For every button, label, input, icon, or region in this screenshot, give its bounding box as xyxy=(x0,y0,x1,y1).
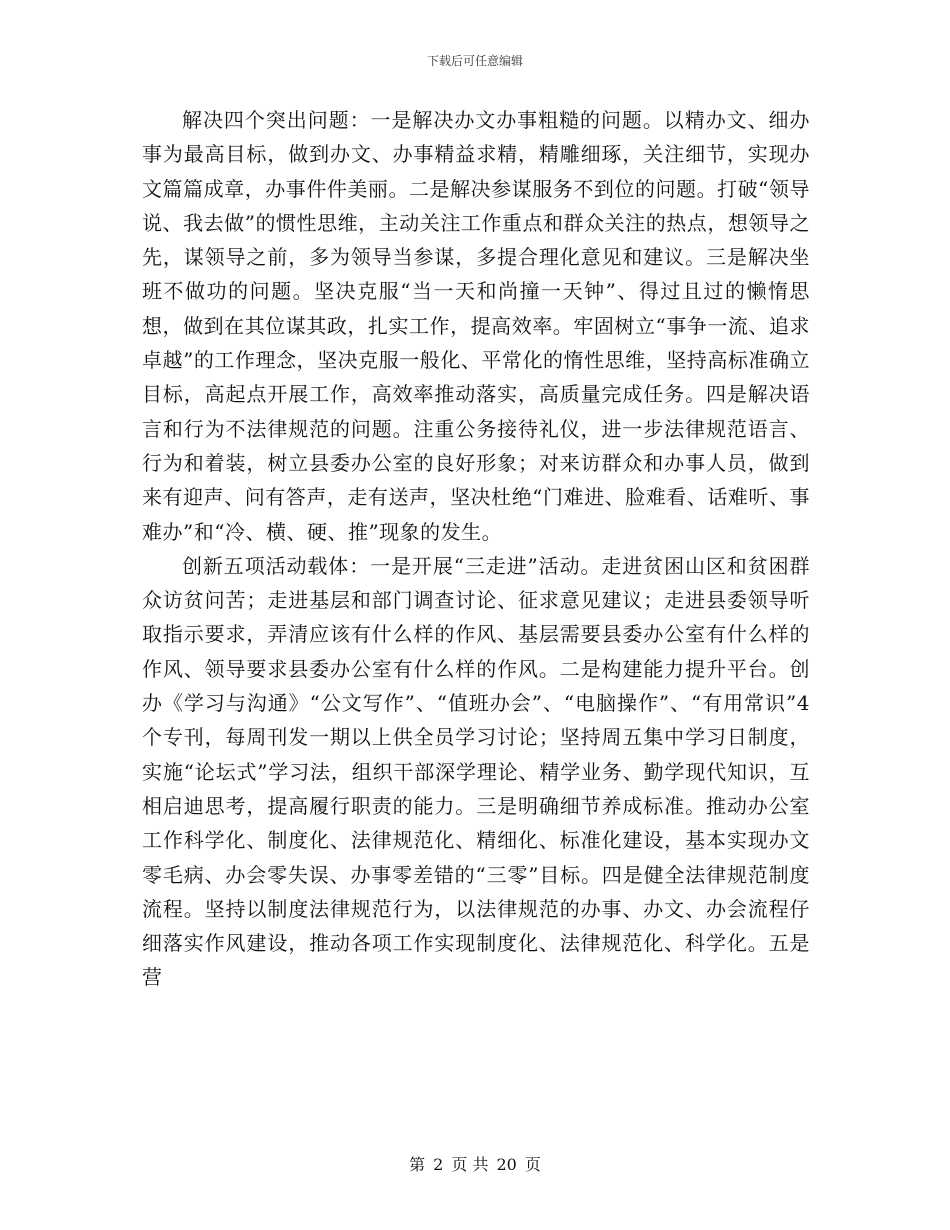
footer-prefix: 第 xyxy=(409,1155,426,1174)
footer-suffix: 页 xyxy=(524,1155,541,1174)
page-number: 2 xyxy=(433,1155,444,1174)
document-body xyxy=(142,103,810,995)
paragraph-four-problems: 解决四个突出问题：一是解决办文办事粗糙的问题。以精办文、细办事为最高目标，做到办文、办事精益求精，精雕细琢，关注细节，实现办文篇篇成章，办事件件美丽。二是解决参谋服务不到位的问题。打破“领导说、我去做”的惯性思维，主动关注工作重点和群众关注的热点，想领导之先，谋领导之前，多为领导当参谋，多提合理化意见和建议。三是解决坐班不做功的问题。坚决克服“当一天和尚撞一天钟”、得过且过的懒惰思想，做到在其位谋其政，扎实工作，提高效率。牢固树立“事争一流、追求卓越”的工作理念，坚决克服一般化、平常化的惰性思维，坚持高标准确立目标，高起点开展工作，高效率推动落实，高质量完成任务。四是解决语言和行为不法律规范的问题。注重公务接待礼仪，进一步法律规范语言、行为和着装，树立县委办公室的良好形象；对来访群众和办事人员，做到来有迎声、问有答声，走有送声，坚决杜绝“门难进、脸难看、话难听、事难办”和“冷、横、硬、推”现象的发生。 xyxy=(142,108,810,544)
page-footer xyxy=(0,1154,950,1176)
page-header: 下载后可任意编辑 xyxy=(426,54,523,68)
paragraph-five-activities: 创新五项活动载体：一是开展“三走进”活动。走进贫困山区和贫困群众访贫问苦；走进基层和部门调查讨论、征求意见建议；走进县委领导听取指示要求，弄清应该有什么样的作风、基层需要县委办公室有什么样的作风、领导要求县委办公室有什么样的作风。二是构建能力提升平台。创办《学习与沟通》“公文写作”、“值班办会”、“电脑操作”、“有用常识”4个专刊，每周刊发一期以上供全员学习讨论；坚持周五集中学习日制度，实施“论坛式”学习法，组织干部深学理论、精学业务、勤学现代知识，互相启迪思考，提高履行职责的能力。三是明确细节养成标准。推动办公室工作科学化、制度化、法律规范化、精细化、标准化建设，基本实现办文零毛病、办会零失误、办事零差错的“三零”目标。四是健全法律规范制度流程。坚持以制度法律规范行为，以法律规范的办事、办文、办会流程仔细落实作风建设，推动各项工作实现制度化、法律规范化、科学化。五是营 xyxy=(142,553,810,990)
total-pages: 20 xyxy=(496,1155,517,1174)
footer-middle: 页 共 xyxy=(451,1155,489,1174)
